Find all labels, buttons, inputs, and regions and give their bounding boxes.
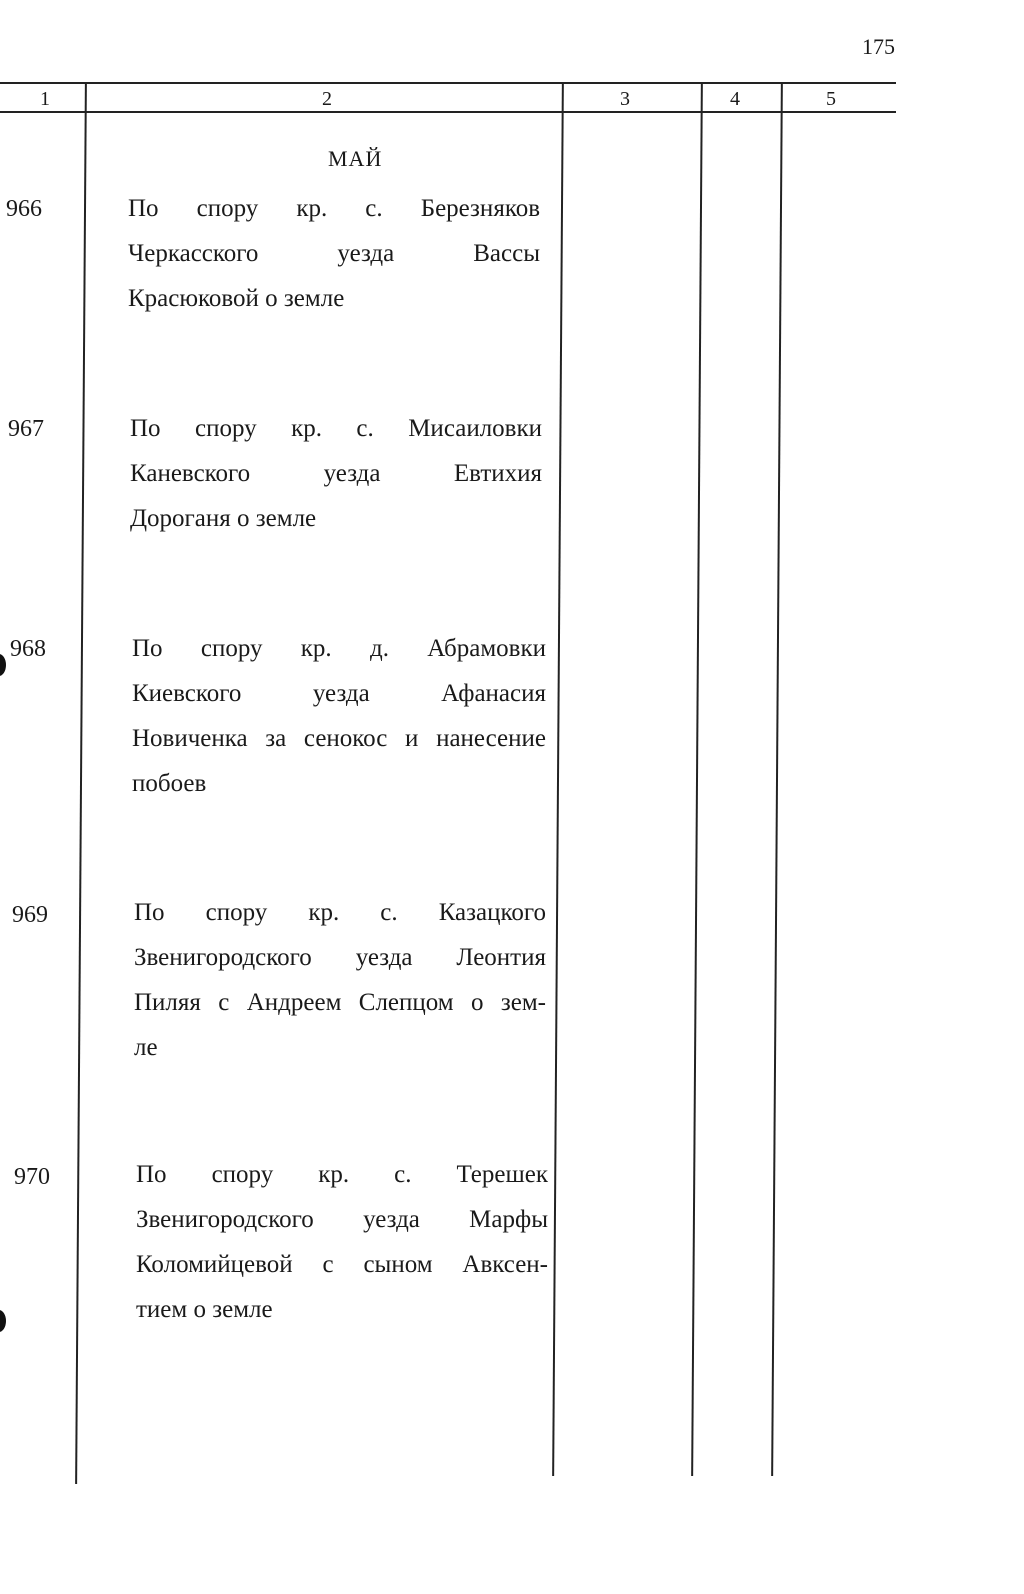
column-divider-1-2 <box>75 84 87 1484</box>
entry-description <box>134 890 546 1070</box>
column-header-3: 3 <box>620 88 630 110</box>
column-header-5: 5 <box>826 88 836 110</box>
entry-line: Красюковой о земле <box>128 285 345 312</box>
entry-line: Новиченка за сенокос и нанесение <box>132 725 546 752</box>
table-header-rule <box>0 111 896 113</box>
entry-line: Звенигородского уезда Леонтия <box>134 944 546 971</box>
entry-line: Коломийцевой с сыном Авксен- <box>136 1251 548 1278</box>
entry-line: тием о земле <box>136 1296 273 1323</box>
entry-line: По спору кр. с. Мисаиловки <box>130 415 542 442</box>
entry-description <box>136 1152 548 1332</box>
entry-description <box>128 186 540 321</box>
entry-line: Звенигородского уезда Марфы <box>136 1206 548 1233</box>
column-divider-2-3 <box>552 84 564 1476</box>
entry-line: Пиляя с Андреем Слепцом о зем- <box>134 989 546 1016</box>
entry-number: 966 <box>6 196 42 222</box>
entry-line: По спору кр. с. Казацкого <box>134 899 546 926</box>
entry-line: По спору кр. д. Абрамовки <box>132 635 546 662</box>
ink-blot <box>0 654 6 676</box>
column-header-4: 4 <box>730 88 740 110</box>
entry-description <box>132 626 546 806</box>
entry-line: побоев <box>132 770 207 797</box>
entry-line: По спору кр. с. Терешек <box>136 1161 548 1188</box>
column-divider-3-4 <box>691 84 703 1476</box>
entry-number: 970 <box>14 1164 50 1190</box>
column-header-2: 2 <box>322 88 332 110</box>
entry-line: Киевского уезда Афанасия <box>132 680 546 707</box>
entry-line: ле <box>134 1034 158 1061</box>
entry-number: 968 <box>10 636 46 662</box>
entry-line: Дороганя о земле <box>130 505 317 532</box>
entry-line: По спору кр. с. Березняков <box>128 195 540 222</box>
column-header-1: 1 <box>40 88 50 110</box>
entry-number: 969 <box>12 902 48 928</box>
month-heading: МАЙ <box>328 146 383 171</box>
entry-line: Каневского уезда Евтихия <box>130 460 542 487</box>
entry-line: Черкасского уезда Вассы <box>128 240 540 267</box>
page-number: 175 <box>862 34 895 59</box>
entry-number: 967 <box>8 416 44 442</box>
entry-description <box>130 406 542 541</box>
column-divider-4-5 <box>771 84 783 1476</box>
ink-blot <box>0 1310 6 1332</box>
table-top-rule <box>0 82 896 84</box>
